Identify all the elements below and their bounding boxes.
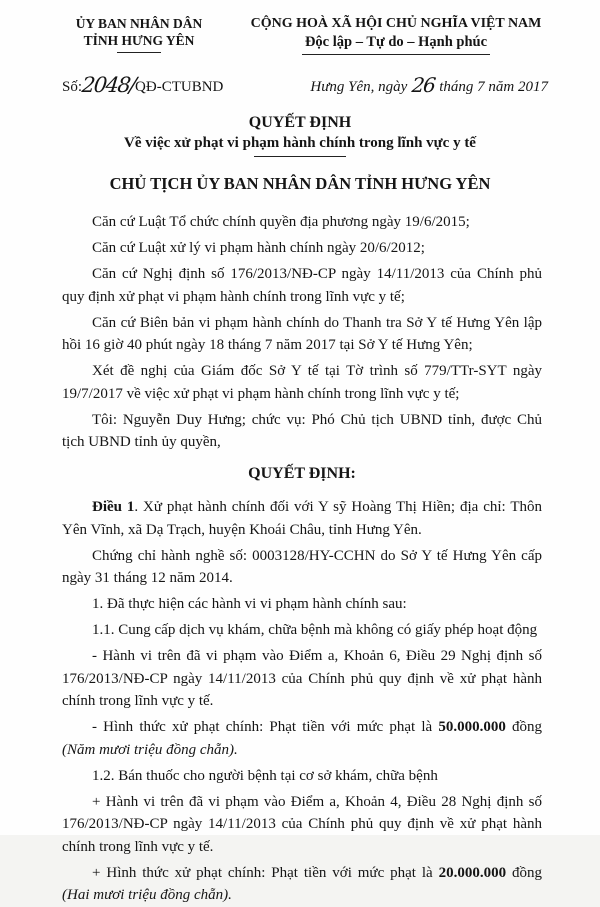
- subtitle-rule: [254, 156, 346, 157]
- issuing-body-line1: ỦY BAN NHÂN DÂN: [75, 16, 203, 31]
- handwritten-day: 26: [410, 73, 436, 97]
- document-number-suffix: QĐ-CTUBND: [135, 79, 224, 95]
- date-before: Hưng Yên, ngày: [310, 79, 412, 95]
- national-motto-block: [250, 15, 542, 55]
- title-block: [0, 113, 600, 194]
- document-header: [0, 15, 600, 55]
- document-number: [62, 72, 223, 96]
- meta-row: [0, 72, 600, 100]
- place-and-date: [310, 72, 548, 96]
- national-motto-rule: [302, 54, 490, 55]
- violation-1-2: 1.2. Bán thuốc cho người bệnh tại cơ sở khám, chữa bệnh: [92, 767, 438, 784]
- document-number-handwritten: 2048/: [80, 73, 137, 97]
- violation-1-2-fine: + Hình thức xử phạt chính: Phạt tiền với mức phạt là 20.000.000 đồng (Hai mươi triệu đồng chẵn).: [62, 864, 542, 903]
- decision-title: QUYẾT ĐỊNH: [248, 114, 352, 131]
- national-title: CỘNG HOÀ XÃ HỘI CHỦ NGHĨA VIỆT NAM: [250, 16, 542, 31]
- document-body: [0, 211, 600, 907]
- national-motto: Độc lập – Tự do – Hạnh phúc: [304, 34, 488, 50]
- legal-basis-4: Căn cứ Biên bản vi phạm hành chính do Thanh tra Sở Y tế Hưng Yên lập hồi 16 giờ 40 phút ngày 18 tháng 7 năm 2017 tại Sở Y tế Hưng Yên;: [62, 314, 542, 353]
- practice-license: Chứng chỉ hành nghề số: 0003128/HY-CCHN do Sở Y tế Hưng Yên cấp ngày 31 tháng 12 năm 2014.: [62, 547, 542, 586]
- violation-1-1-basis: - Hành vi trên đã vi phạm vào Điểm a, Khoản 6, Điều 29 Nghị định số 176/2013/NĐ-CP ngày 14/11/2013 của Chính phủ quy định về xử phạt hành chính trong lĩnh vực y tế.: [62, 648, 542, 709]
- issuing-body-rule: [117, 52, 161, 53]
- legal-basis-3: Căn cứ Nghị định số 176/2013/NĐ-CP ngày 14/11/2013 của Chính phủ quy định xử phạt vi phạm hành chính trong lĩnh vực y tế;: [62, 266, 542, 305]
- document-number-prefix: Số:: [62, 79, 83, 95]
- issuing-body-line2: TỈNH HƯNG YÊN: [83, 33, 195, 48]
- violations-intro: 1. Đã thực hiện các hành vi vi phạm hành chính sau:: [92, 596, 407, 612]
- violation-1-1-fine: - Hình thức xử phạt chính: Phạt tiền với mức phạt là 50.000.000 đồng (Năm mươi triệu đồng chẵn).: [62, 719, 542, 758]
- issuing-body-block: [0, 15, 250, 55]
- signer-intro: Tôi: Nguyễn Duy Hưng; chức vụ: Phó Chủ tịch UBND tỉnh, được Chủ tịch UBND tỉnh ủy quyền,: [62, 411, 542, 450]
- violation-1-1: 1.1. Cung cấp dịch vụ khám, chữa bệnh mà không có giấy phép hoạt động: [92, 622, 538, 638]
- decision-subtitle: Về việc xử phạt vi phạm hành chính trong lĩnh vực y tế: [124, 135, 476, 151]
- article-1: Điều 1. Xử phạt hành chính đối với Y sỹ Hoàng Thị Hiền; địa chỉ: Thôn Yên Vĩnh, xã Dạ Trạch, huyện Khoái Châu, tỉnh Hưng Yên.: [62, 499, 542, 538]
- legal-basis-2: Căn cứ Luật xử lý vi phạm hành chính ngày 20/6/2012;: [92, 240, 425, 256]
- legal-basis-1: Căn cứ Luật Tổ chức chính quyền địa phương ngày 19/6/2015;: [92, 214, 470, 230]
- date-after: tháng 7 năm 2017: [435, 79, 548, 95]
- violation-1-2-basis: + Hành vi trên đã vi phạm vào Điểm a, Khoản 4, Điều 28 Nghị định số 176/2013/NĐ-CP ngày 14/11/2013 của Chính phủ quy định về xử phạt hành chính trong lĩnh vực y tế.: [62, 793, 542, 855]
- decree-heading: QUYẾT ĐỊNH:: [248, 464, 356, 482]
- proposal: Xét đề nghị của Giám đốc Sở Y tế tại Tờ trình số 779/TTr-SYT ngày 19/7/2017 về việc xử phạt vi phạm hành chính trong lĩnh vực y tế;: [62, 363, 542, 402]
- issuer-title: CHỦ TỊCH ỦY BAN NHÂN DÂN TỈNH HƯNG YÊN: [109, 174, 491, 193]
